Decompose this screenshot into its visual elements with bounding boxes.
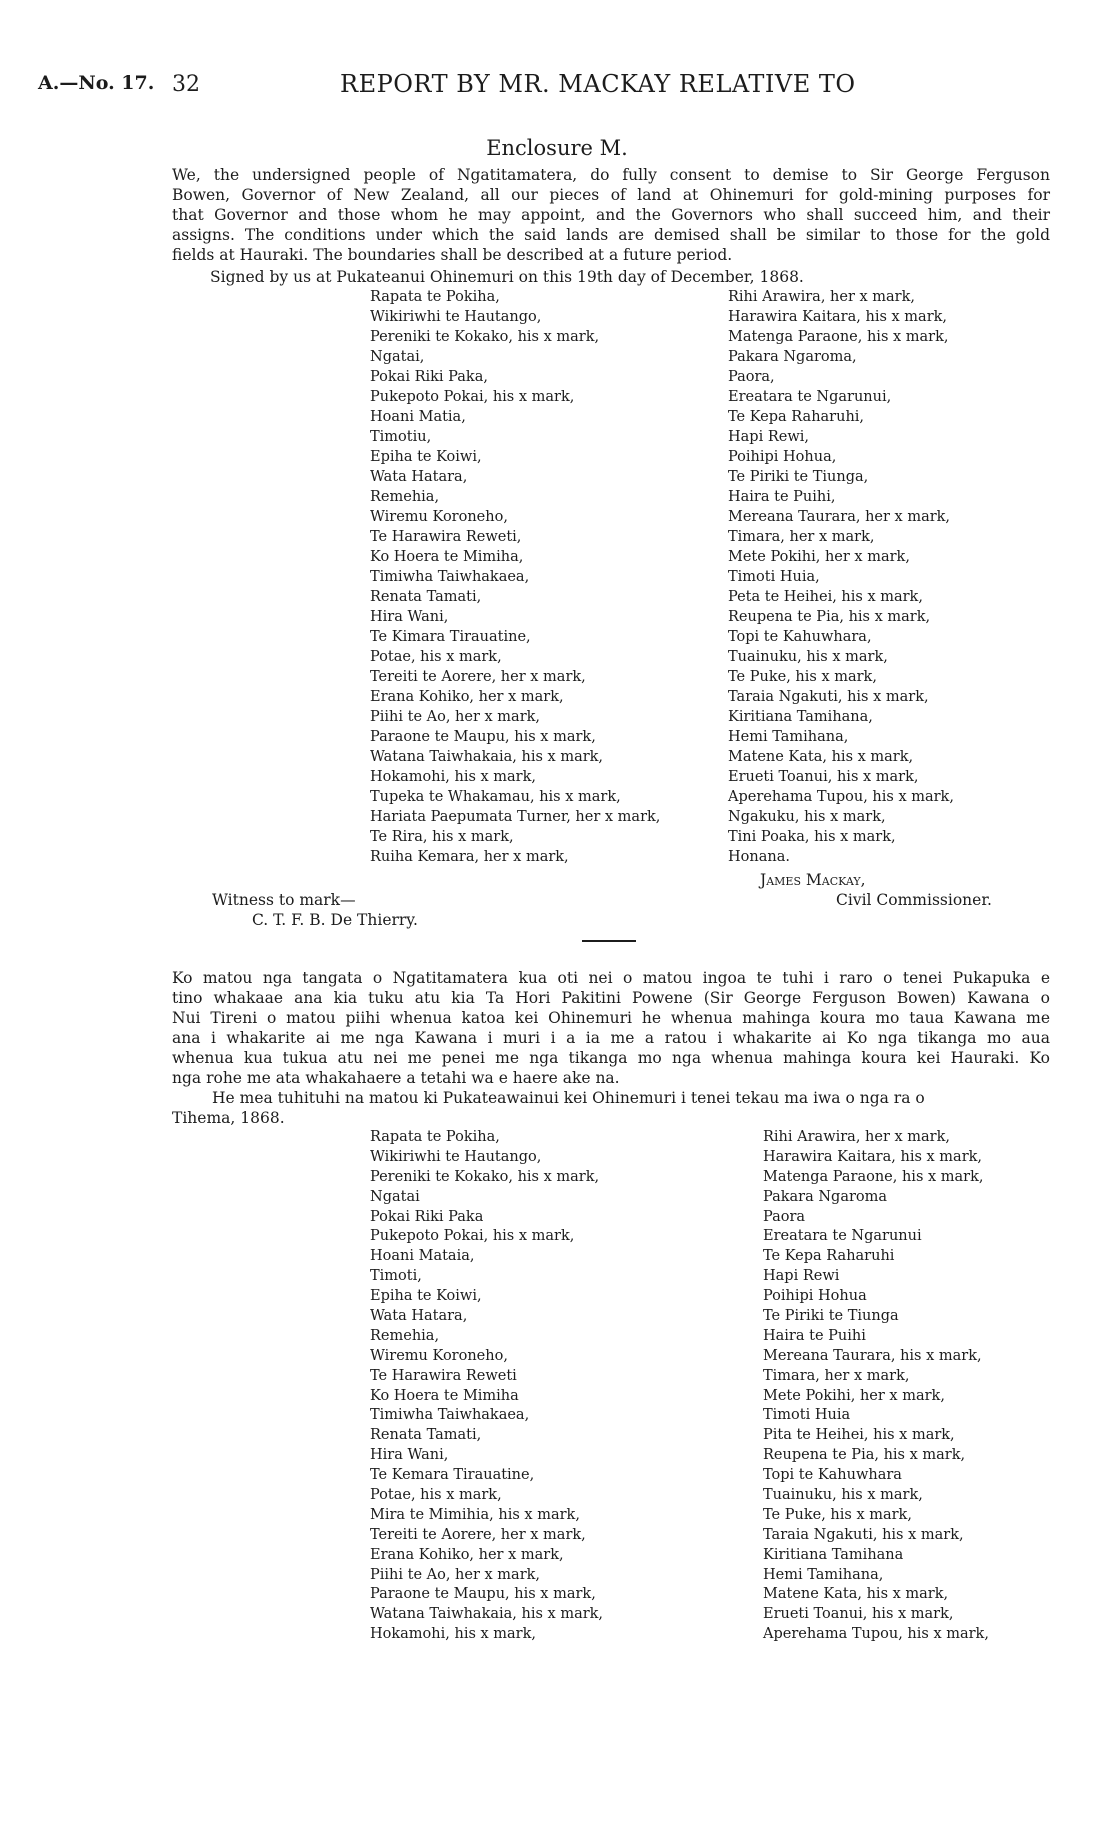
signatory: Mereana Taurara, her x mark, bbox=[728, 509, 951, 525]
signatory: Poihipi Hohua, bbox=[728, 449, 837, 465]
signatory: Hokamohi, his x mark, bbox=[370, 769, 537, 785]
signatory: Kiritiana Tamihana bbox=[763, 1546, 904, 1563]
signatory: Hapi Rewi bbox=[763, 1268, 840, 1285]
signatory: Pita te Heihei, his x mark, bbox=[763, 1427, 955, 1444]
signatory: Kiritiana Tamihana, bbox=[728, 709, 873, 725]
signatory: Wikiriwhi te Hautango, bbox=[370, 1148, 542, 1165]
signatory: Mereana Taurara, his x mark, bbox=[763, 1347, 982, 1364]
signatory: Wikiriwhi te Hautango, bbox=[370, 309, 542, 325]
signatory: Renata Tamati, bbox=[370, 589, 482, 605]
signatory: Rapata te Pokiha, bbox=[370, 289, 500, 305]
signatory: Ngatai bbox=[370, 1188, 420, 1205]
signatory: Pokai Riki Paka bbox=[370, 1208, 484, 1225]
signatory: Ngatai, bbox=[370, 349, 425, 365]
maori-paragraph-line: tino whakaae ana kia tuku atu kia Ta Hori Pakitini Powene (Sir George Ferguson Bowen) Kawana o bbox=[172, 989, 1050, 1007]
signatory: Te Kepa Raharuhi bbox=[763, 1248, 895, 1265]
signatory: Te Harawira Reweti, bbox=[370, 529, 522, 545]
signatory: Rapata te Pokiha, bbox=[370, 1129, 500, 1145]
signatory: Harawira Kaitara, his x mark, bbox=[763, 1148, 983, 1165]
signatory: Wiremu Koroneho, bbox=[370, 509, 508, 525]
english-left-signatories bbox=[370, 287, 660, 867]
signatory: Hariata Paepumata Turner, her x mark, bbox=[370, 809, 661, 825]
signatory: Paraone te Maupu, his x mark, bbox=[370, 1586, 596, 1603]
signatory: Reupena te Pia, his x mark, bbox=[728, 609, 931, 625]
signatory: Tereiti te Aorere, her x mark, bbox=[370, 1526, 586, 1543]
enclosure-title: Enclosure M. bbox=[486, 136, 628, 160]
english-signed-line: Signed by us at Pukateanui Ohinemuri on this 19th day of December, 1868. bbox=[210, 268, 804, 286]
signatory: Te Piriki te Tiunga bbox=[763, 1308, 899, 1325]
signatory: Poihipi Hohua bbox=[763, 1288, 867, 1305]
signatory: Aperehama Tupou, his x mark, bbox=[763, 1626, 989, 1643]
signatory: Pakara Ngaroma bbox=[763, 1188, 888, 1205]
signatory: Te Kemara Tirauatine, bbox=[370, 1467, 535, 1484]
document-reference: A.—No. 17. bbox=[38, 72, 155, 94]
signatory: Pokai Riki Paka, bbox=[370, 369, 488, 385]
signatory: Wata Hatara, bbox=[370, 469, 468, 485]
signatory: Potae, his x mark, bbox=[370, 649, 502, 665]
signatory: Ereatara te Ngarunui bbox=[763, 1228, 922, 1245]
signatory: Hemi Tamihana, bbox=[728, 729, 849, 745]
signatory: Mete Pokihi, her x mark, bbox=[763, 1387, 945, 1404]
signatory: Watana Taiwhakaia, his x mark, bbox=[370, 1606, 604, 1623]
maori-right-signatories bbox=[763, 1128, 989, 1645]
signatory: Hoani Mataia, bbox=[370, 1248, 475, 1265]
signatory: Tupeka te Whakamau, his x mark, bbox=[370, 789, 621, 805]
signatory: Mira te Mimihia, his x mark, bbox=[370, 1506, 580, 1523]
signatory: Te Harawira Reweti bbox=[370, 1367, 517, 1384]
english-paragraph-line: Bowen, Governor of New Zealand, all our pieces of land at Ohinemuri for gold-mining purposes for bbox=[172, 186, 1050, 204]
signatory: Tini Poaka, his x mark, bbox=[728, 829, 896, 845]
signatory: Erana Kohiko, her x mark, bbox=[370, 689, 564, 705]
signatory: Timara, her x mark, bbox=[763, 1367, 910, 1384]
english-paragraph-line: that Governor and those whom he may appoint, and the Governors who shall succeed him, and their bbox=[172, 206, 1050, 224]
maori-paragraph bbox=[172, 968, 1050, 1088]
page-number: 32 bbox=[172, 72, 200, 97]
signatory: Remehia, bbox=[370, 489, 440, 505]
signatory: Peta te Heihei, his x mark, bbox=[728, 589, 923, 605]
signatory: Timoti, bbox=[370, 1268, 422, 1285]
english-paragraph bbox=[172, 165, 1050, 265]
commissioner-name-text: James Mackay, bbox=[760, 871, 866, 889]
signatory: Ngakuku, his x mark, bbox=[728, 809, 886, 825]
commissioner-name bbox=[760, 870, 866, 890]
signatory: Timiwha Taiwhakaea, bbox=[370, 569, 530, 585]
signatory: Paora bbox=[763, 1208, 806, 1225]
maori-signed-line-2: Tihema, 1868. bbox=[172, 1109, 285, 1127]
signatory: Hira Wani, bbox=[370, 1447, 449, 1464]
signatory: Timara, her x mark, bbox=[728, 529, 875, 545]
signatory: Hoani Matia, bbox=[370, 409, 466, 425]
signatory: Potae, his x mark, bbox=[370, 1487, 502, 1504]
signatory: Tuainuku, his x mark, bbox=[728, 649, 888, 665]
signatory: Taraia Ngakuti, his x mark, bbox=[763, 1526, 964, 1543]
signatory: Piihi te Ao, her x mark, bbox=[370, 709, 541, 725]
signatory: Reupena te Pia, his x mark, bbox=[763, 1447, 966, 1464]
maori-paragraph-line: ana i whakarite ai me nga Kawana i muri i a ia me a ratou i whakarite ai Ko nga tikanga mo aua bbox=[172, 1029, 1050, 1047]
signatory: Hapi Rewi, bbox=[728, 429, 809, 445]
signatory: Te Kimara Tirauatine, bbox=[370, 629, 531, 645]
commissioner-title: Civil Commissioner. bbox=[836, 891, 992, 909]
signatory: Ko Hoera te Mimiha bbox=[370, 1387, 519, 1404]
signatory: Te Rira, his x mark, bbox=[370, 829, 514, 845]
maori-paragraph-line: whenua kua tukua atu nei me penei me nga tikanga mo nga whenua mahinga koura kei Hauraki. Ko bbox=[172, 1049, 1050, 1067]
signatory: Pakara Ngaroma, bbox=[728, 349, 857, 365]
signatory: Watana Taiwhakaia, his x mark, bbox=[370, 749, 604, 765]
signatory: Timotiu, bbox=[370, 429, 432, 445]
signatory: Pukepoto Pokai, his x mark, bbox=[370, 389, 575, 405]
maori-paragraph-line: nga rohe me ata whakahaere a tetahi wa e haere ake na. bbox=[172, 1069, 620, 1087]
signatory: Ruiha Kemara, her x mark, bbox=[370, 849, 569, 865]
signatory: Erueti Toanui, his x mark, bbox=[728, 769, 919, 785]
signatory: Haira te Puihi bbox=[763, 1327, 866, 1344]
witness-name: C. T. F. B. De Thierry. bbox=[252, 911, 418, 929]
signatory: Timiwha Taiwhakaea, bbox=[370, 1407, 530, 1424]
signatory: Te Puke, his x mark, bbox=[728, 669, 877, 685]
section-divider bbox=[582, 940, 636, 942]
signatory: Wiremu Koroneho, bbox=[370, 1347, 508, 1364]
signatory: Rihi Arawira, her x mark, bbox=[728, 289, 915, 305]
signatory: Tuainuku, his x mark, bbox=[763, 1487, 923, 1504]
signatory: Haira te Puihi, bbox=[728, 489, 836, 505]
signatory: Tereiti te Aorere, her x mark, bbox=[370, 669, 586, 685]
signatory: Topi te Kahuwhara bbox=[763, 1467, 902, 1484]
english-right-signatories bbox=[728, 287, 954, 867]
signatory: Paora, bbox=[728, 369, 775, 385]
signatory: Mete Pokihi, her x mark, bbox=[728, 549, 910, 565]
english-paragraph-line: We, the undersigned people of Ngatitamatera, do fully consent to demise to Sir George Ferguson bbox=[172, 166, 1050, 184]
signatory: Pereniki te Kokako, his x mark, bbox=[370, 1168, 600, 1185]
signatory: Topi te Kahuwhara, bbox=[728, 629, 872, 645]
signatory: Matene Kata, his x mark, bbox=[728, 749, 914, 765]
signatory: Te Piriki te Tiunga, bbox=[728, 469, 869, 485]
signatory: Paraone te Maupu, his x mark, bbox=[370, 729, 596, 745]
signatory: Epiha te Koiwi, bbox=[370, 449, 482, 465]
signatory: Aperehama Tupou, his x mark, bbox=[728, 789, 954, 805]
signatory: Pereniki te Kokako, his x mark, bbox=[370, 329, 600, 345]
maori-signed-line-1: He mea tuhituhi na matou ki Pukateawainui kei Ohinemuri i tenei tekau ma iwa o nga ra o bbox=[212, 1089, 925, 1107]
english-paragraph-line: fields at Hauraki. The boundaries shall be described at a future period. bbox=[172, 246, 733, 264]
signatory: Ereatara te Ngarunui, bbox=[728, 389, 892, 405]
signatory: Hokamohi, his x mark, bbox=[370, 1626, 537, 1643]
english-paragraph-line: assigns. The conditions under which the said lands are demised shall be similar to those for the gold bbox=[172, 226, 1050, 244]
signatory: Hemi Tamihana, bbox=[763, 1566, 884, 1583]
signatory: Te Puke, his x mark, bbox=[763, 1506, 912, 1523]
signatory: Honana. bbox=[728, 849, 790, 865]
signatory: Erana Kohiko, her x mark, bbox=[370, 1546, 564, 1563]
signatory: Rihi Arawira, her x mark, bbox=[763, 1129, 950, 1145]
maori-paragraph-line: Ko matou nga tangata o Ngatitamatera kua oti nei o matou ingoa te tuhi i raro o tenei Pukapuka e bbox=[172, 969, 1050, 987]
witness-label: Witness to mark— bbox=[212, 891, 356, 909]
signatory: Epiha te Koiwi, bbox=[370, 1288, 482, 1305]
maori-left-signatories bbox=[370, 1128, 603, 1645]
maori-paragraph-line: Nui Tireni o matou piihi whenua katoa kei Ohinemuri he whenua mahinga koura mo taua Kawana me bbox=[172, 1009, 1050, 1027]
signatory: Hira Wani, bbox=[370, 609, 449, 625]
signatory: Pukepoto Pokai, his x mark, bbox=[370, 1228, 575, 1245]
signatory: Matene Kata, his x mark, bbox=[763, 1586, 949, 1603]
signatory: Taraia Ngakuti, his x mark, bbox=[728, 689, 929, 705]
signatory: Te Kepa Raharuhi, bbox=[728, 409, 865, 425]
signatory: Matenga Paraone, his x mark, bbox=[728, 329, 949, 345]
signatory: Harawira Kaitara, his x mark, bbox=[728, 309, 948, 325]
page-title: REPORT BY MR. MACKAY RELATIVE TO bbox=[340, 70, 856, 98]
signatory: Remehia, bbox=[370, 1327, 440, 1344]
signatory: Matenga Paraone, his x mark, bbox=[763, 1168, 984, 1185]
signatory: Timoti Huia, bbox=[728, 569, 820, 585]
signatory: Renata Tamati, bbox=[370, 1427, 482, 1444]
signatory: Erueti Toanui, his x mark, bbox=[763, 1606, 954, 1623]
signatory: Ko Hoera te Mimiha, bbox=[370, 549, 524, 565]
signatory: Piihi te Ao, her x mark, bbox=[370, 1566, 541, 1583]
signatory: Timoti Huia bbox=[763, 1407, 851, 1424]
signatory: Wata Hatara, bbox=[370, 1308, 468, 1325]
